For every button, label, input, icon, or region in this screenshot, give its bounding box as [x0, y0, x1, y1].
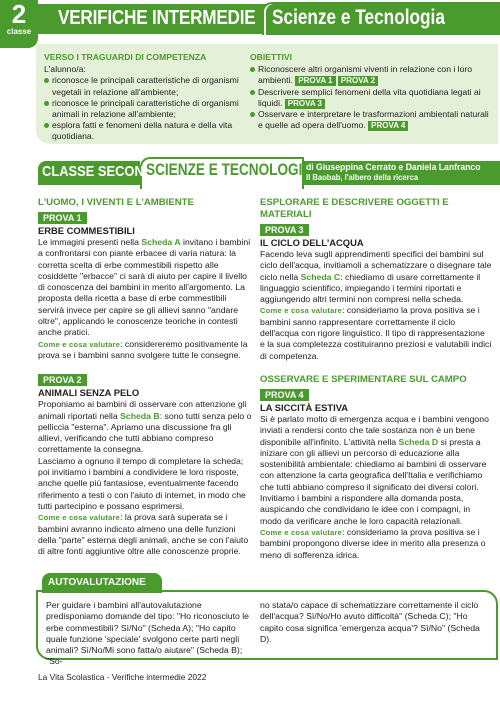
prova-tag: PROVA 1	[295, 76, 335, 86]
prova-4-badge: PROVA 4	[260, 389, 309, 401]
band-subject: SCIENZE E TECNOLOGIA	[146, 160, 313, 179]
prova-3-eval: Come e cosa valutare: consideriamo la prova positiva se i bambini sanno rappresentare correttamente il ciclo dell'acqua con rigore linguistico. Il tipo di rappresentazione e la sua completezza costituiranno preziosi e valutabili indici di competenza.	[260, 305, 492, 361]
prova-1-title: ERBE COMMESTIBILI	[38, 225, 135, 236]
prova-1-eval: Come e cosa valutare: considereremo positivamente la prova se i bambini sanno svolgere tutte le consegne.	[38, 338, 248, 360]
article-band	[0, 157, 500, 189]
list-item: riconosce le principali caratteristiche di organismi vegetali in relazione all'ambiente;	[44, 75, 249, 97]
prova-4-eval: Come e cosa valutare: consideriamo la prova positiva se i bambini propongono diverse idee in merito alla presenza o meno di sofferenza idrica.	[260, 526, 486, 560]
prova-3-title: IL CICLO DELL'ACQUA	[260, 237, 364, 248]
prova-2-title: ANIMALI SENZA PELO	[38, 387, 140, 399]
list-item: riconosce le principali caratteristiche di organismi animali in relazione all'ambiente;	[44, 98, 249, 120]
prova-tag: PROVA 4	[368, 121, 408, 131]
prova-2-eval: Come e cosa valutare: la prova sarà superata se i bambini avranno indicato almeno una delle funzioni della "parte" esterna degli animali, anche se con l'aiuto di altre fonti aggiuntive oltre alle conoscenze proprie.	[38, 512, 249, 557]
prova-tag: PROVA 3	[285, 99, 325, 109]
prova-4-text: Si è parlato molto di emergenza acqua e i bambini vengono inviati a rendersi conto che tale sostanza non è un bene disponibile all'infinito. L'attività nella Scheda D si presta a iniziare con gli allievi un percorso di educazione alla sostenibilità ambientale: chiediamo ai bambini di osservare con attenzione la carta geografica dell'Italia e verifichiamo che tutti abbiano compreso il significato dei diversi colori. Invitiamo i bambini a rispondere alla domanda posta, auspicando che condividano le idee con i compagni, in modo da verificare anche le loro capacità relazionali.	[260, 413, 489, 526]
left-column	[38, 197, 252, 557]
section-title: L'UOMO, I VIVENTI E L'AMBIENTE	[38, 197, 194, 208]
prova-1-badge: PROVA 1	[38, 212, 87, 224]
autovalutazione-text-right: no stata/o capace di schematizzare correttamente il ciclo dell'acqua? Sì/No/Ho avuto difficoltà" (Scheda C); "Ho capito cosa significa 'emergenza acqua'? Sì/No" (Scheda D).	[260, 600, 480, 644]
prova-2-text: Proponiamo ai bambini di osservare con attenzione gli animali riportati nella Scheda B: sono tutti senza pelo o pelliccia "esterna". Apriamo una discussione fra gli allievi, verificando che tutti abbiano compreso correttamente la consegna.	[38, 399, 252, 455]
prova-3-text: Facendo leva sugli apprendimenti specifici dei bambini sul ciclo dell'acqua, invitiamoli a schematizzare o disegnare tale ciclo nella Scheda C: chiediamo di usare correttamente il linguaggio scientifico, impiegando i termini riportati e aggiungendo altri termini non compresi nella scheda.	[260, 249, 492, 305]
section-title: OSSERVARE E SPERIMENTARE SUL CAMPO	[260, 373, 467, 385]
grade-label: classe	[6, 27, 32, 36]
band-authors: di Giuseppina Cerrato e Daniela Lanfranco Il Baobab, l'albero della ricerca	[306, 161, 481, 182]
competence-heading: VERSO I TRAGUARDI DI COMPETENZA	[44, 52, 207, 62]
band-classe: CLASSE SECONDA	[42, 163, 163, 180]
competence-list	[44, 75, 249, 142]
header-title: VERIFICHE INTERMEDIE	[58, 7, 256, 29]
grade-number: 2	[11, 0, 27, 29]
list-item: esplora fatti e fenomeni della natura e della vita quotidiana.	[44, 120, 249, 142]
section-title: ESPLORARE E DESCRIVERE OGGETTI E MATERIALI	[260, 197, 449, 220]
list-item: Descrivere semplici fenomeni della vita quotidiana legati ai liquidi. PROVA 3	[250, 87, 490, 109]
right-column	[260, 197, 492, 561]
list-item: Osservare e interpretare le trasformazioni ambientali naturali e quelle ad opera dell'uomo. PROVA 4	[250, 109, 490, 131]
autovalutazione-text-left: Per guidare i bambini all'autovalutazione predisponiamo domande del tipo: "Ho riconosciuto le erbe commestibili? Sì/No" (Scheda A); "Ho capito quale funzione 'speciale' svolgono certe parti negli animali? Sì/No/Mi sono fatta/o aiutare" (Scheda B); "So-	[46, 600, 250, 667]
objectives-summary	[36, 44, 498, 144]
header-subject: Scienze e Tecnologia	[272, 6, 445, 29]
objectives-heading: OBIETTIVI	[250, 52, 293, 62]
page-header	[0, 0, 500, 36]
autovalutazione-label: AUTOVALUTAZIONE	[42, 573, 162, 593]
prova-2-text-2: Lasciamo a ognuno il tempo di completare la scheda; poi invitiamo i bambini a condividere le loro risposte, anche quelle più fantasiose, eventualmente facendo riferimento a testi o con l'aiuto di internet, in modo che tutti partecipino e possano esprimersi.	[38, 455, 246, 511]
prova-3-badge: PROVA 3	[260, 224, 309, 236]
competence-column	[44, 52, 249, 143]
grade-badge	[0, 0, 38, 48]
objectives-list	[250, 64, 490, 131]
competence-intro: L'alunno/a:	[44, 64, 86, 75]
objectives-column	[250, 52, 490, 131]
prova-tag: PROVA 2	[338, 76, 378, 86]
band-school: Il Baobab, l'albero della ricerca	[306, 172, 419, 182]
prova-2-badge: PROVA 2	[38, 374, 87, 386]
page-footer: La Vita Scolastica - Verifiche intermedie 2022	[38, 672, 207, 682]
prova-1-text: Le immagini presenti nella Scheda A invitano i bambini a confrontarsi con piante erbacee di varia natura: la corretta scelta di erbe commestibili rispetto alle cosiddette "erbacce" ci sarà di aiuto per capire il livello di conoscenza dei bambini in merito all'argomento. La proposta della ricetta a base di erbe commestibili servirà invece per capire se gli allievi sanno "andare oltre", applicando le conoscenze teoriche in contesti anche pratici.	[38, 237, 251, 338]
prova-4-title: LA SICCITÀ ESTIVA	[260, 401, 349, 413]
list-item: Riconoscere altri organismi viventi in relazione con i loro ambienti. PROVA 1 PROVA 2	[250, 64, 490, 86]
